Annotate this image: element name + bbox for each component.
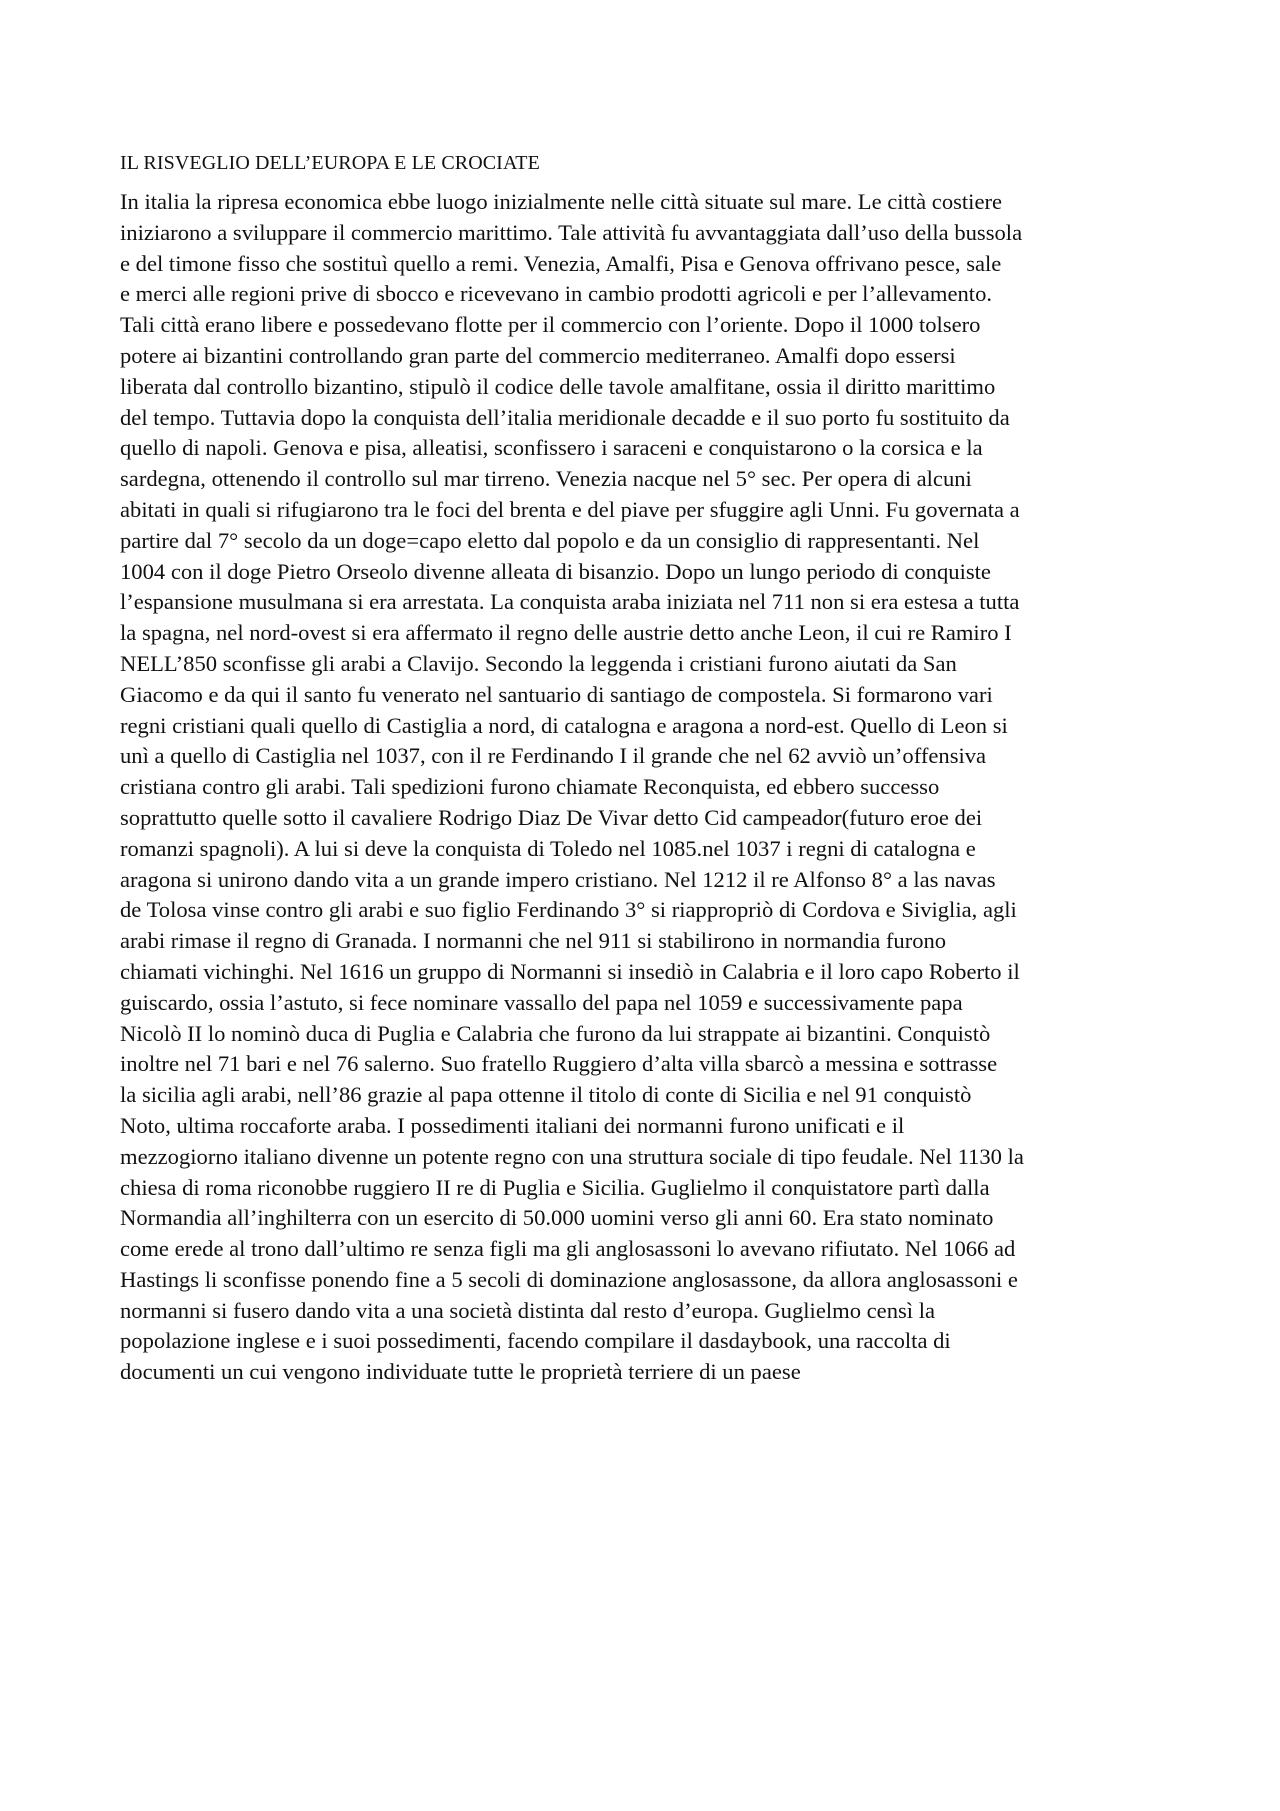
paragraph-line: unì a quello di Castiglia nel 1037, con il re Ferdinando I il grande che nel 62 avviò un’offensiva (120, 743, 987, 769)
paragraph-line: chiesa di roma riconobbe ruggiero II re di Puglia e Sicilia. Guglielmo il conquistatore partì dalla (120, 1174, 990, 1200)
document-title: IL RISVEGLIO DELL’EUROPA E LE CROCIATE (120, 152, 540, 174)
paragraph-line: Tali città erano libere e possedevano flotte per il commercio con l’oriente. Dopo il 1000 tolsero (120, 312, 981, 338)
paragraph-line: Nicolò II lo nominò duca di Puglia e Calabria che furono da lui strappate ai bizantini. Conquistò (120, 1020, 991, 1046)
paragraph-line: sardegna, ottenendo il controllo sul mar tirreno. Venezia nacque nel 5° sec. Per opera di alcuni (120, 466, 972, 492)
paragraph-line: partire dal 7° secolo da un doge=capo eletto dal popolo e da un consiglio di rappresentanti. Nel (120, 527, 980, 553)
paragraph-line: de Tolosa vinse contro gli arabi e suo figlio Ferdinando 3° si riappropriò di Cordova e Siviglia, agli (120, 897, 1017, 923)
paragraph-line: Noto, ultima roccaforte araba. I possedimenti italiani dei normanni furono unificati e il (120, 1112, 905, 1138)
paragraph-line: 1004 con il doge Pietro Orseolo divenne alleata di bisanzio. Dopo un lungo periodo di conquiste (120, 558, 991, 584)
paragraph-line: documenti un cui vengono individuate tutte le proprietà terriere di un paese (120, 1359, 801, 1385)
paragraph-line: Hastings li sconfisse ponendo fine a 5 secoli di dominazione anglosassone, da allora anglosassoni e (120, 1266, 1018, 1292)
paragraph-line: quello di napoli. Genova e pisa, alleatisi, sconfissero i saraceni e conquistarono o la corsica e la (120, 435, 983, 461)
paragraph-line: del tempo. Tuttavia dopo la conquista dell’italia meridionale decadde e il suo porto fu sostituito da (120, 404, 1010, 430)
paragraph-line: potere ai bizantini controllando gran parte del commercio mediterraneo. Amalfi dopo essersi (120, 342, 956, 368)
paragraph-line: arabi rimase il regno di Granada. I normanni che nel 911 si stabilirono in normandia furono (120, 928, 947, 954)
paragraph-line: soprattutto quelle sotto il cavaliere Rodrigo Diaz De Vivar detto Cid campeador(futuro eroe dei (120, 804, 983, 830)
document-content (120, 150, 1165, 1388)
paragraph-line: NELL’850 sconfisse gli arabi a Clavijo. Secondo la leggenda i cristiani furono aiutati da San (120, 650, 957, 676)
paragraph-line: e merci alle regioni prive di sbocco e ricevevano in cambio prodotti agricoli e per l’allevamento. (120, 281, 993, 307)
paragraph-line: guiscardo, ossia l’astuto, si fece nominare vassallo del papa nel 1059 e successivamente papa (120, 989, 963, 1015)
paragraph-line: popolazione inglese e i suoi possedimenti, facendo compilare il dasdaybook, una raccolta di (120, 1328, 951, 1354)
paragraph-line: mezzogiorno italiano divenne un potente regno con una struttura sociale di tipo feudale. Nel 1130 la (120, 1143, 1024, 1169)
paragraph-line: la sicilia agli arabi, nell’86 grazie al papa ottenne il titolo di conte di Sicilia e nel 91 conquistò (120, 1082, 972, 1108)
paragraph-line: In italia la ripresa economica ebbe luogo inizialmente nelle città situate sul mare. Le città costiere (120, 189, 1003, 214)
paragraph-line: come erede al trono dall’ultimo re senza figli ma gli anglosassoni lo avevano rifiutato. Nel 1066 ad (120, 1236, 1016, 1262)
paragraph-line: aragona si unirono dando vita a un grande impero cristiano. Nel 1212 il re Alfonso 8° a las navas (120, 866, 996, 892)
paragraph-line: e del timone fisso che sostituì quello a remi. Venezia, Amalfi, Pisa e Genova offrivano pesce, sale (120, 250, 1002, 276)
paragraph-line: chiamati vichinghi. Nel 1616 un gruppo di Normanni si insediò in Calabria e il loro capo Roberto il (120, 958, 1020, 984)
paragraph-line: l’espansione musulmana si era arrestata. La conquista araba iniziata nel 711 non si era estesa a tutta (120, 589, 1020, 615)
paragraph-line: cristiana contro gli arabi. Tali spedizioni furono chiamate Reconquista, ed ebbero successo (120, 774, 940, 800)
paragraph-line: romanzi spagnoli). A lui si deve la conquista di Toledo nel 1085.nel 1037 i regni di catalogna e (120, 835, 976, 861)
paragraph-line: inoltre nel 71 bari e nel 76 salerno. Suo fratello Ruggiero d’alta villa sbarcò a messina e sottrasse (120, 1051, 998, 1077)
paragraph-line: regni cristiani quali quello di Castiglia a nord, di catalogna e aragona a nord-est. Quello di Leon si (120, 712, 1008, 738)
paragraph-line: la spagna, nel nord-ovest si era affermato il regno delle austrie detto anche Leon, il cui re Ramiro I (120, 620, 1012, 646)
paragraph-line: Normandia all’inghilterra con un esercito di 50.000 uomini verso gli anni 60. Era stato nominato (120, 1205, 994, 1231)
paragraph-line: normanni si fusero dando vita a una società distinta dal resto d’europa. Guglielmo censì la (120, 1297, 936, 1323)
paragraph-line: abitati in quali si rifugiarono tra le foci del brenta e del piave per sfuggire agli Unni. Fu governata a (120, 496, 1020, 522)
document-body (120, 187, 1165, 1388)
paragraph-line: liberata dal controllo bizantino, stipulò il codice delle tavole amalfitane, ossia il diritto marittimo (120, 373, 996, 399)
paragraph-line: iniziarono a sviluppare il commercio marittimo. Tale attività fu avvantaggiata dall’uso della bussola (120, 219, 1023, 245)
paragraph-line: Giacomo e da qui il santo fu venerato nel santuario di santiago de compostela. Si formarono vari (120, 681, 993, 707)
